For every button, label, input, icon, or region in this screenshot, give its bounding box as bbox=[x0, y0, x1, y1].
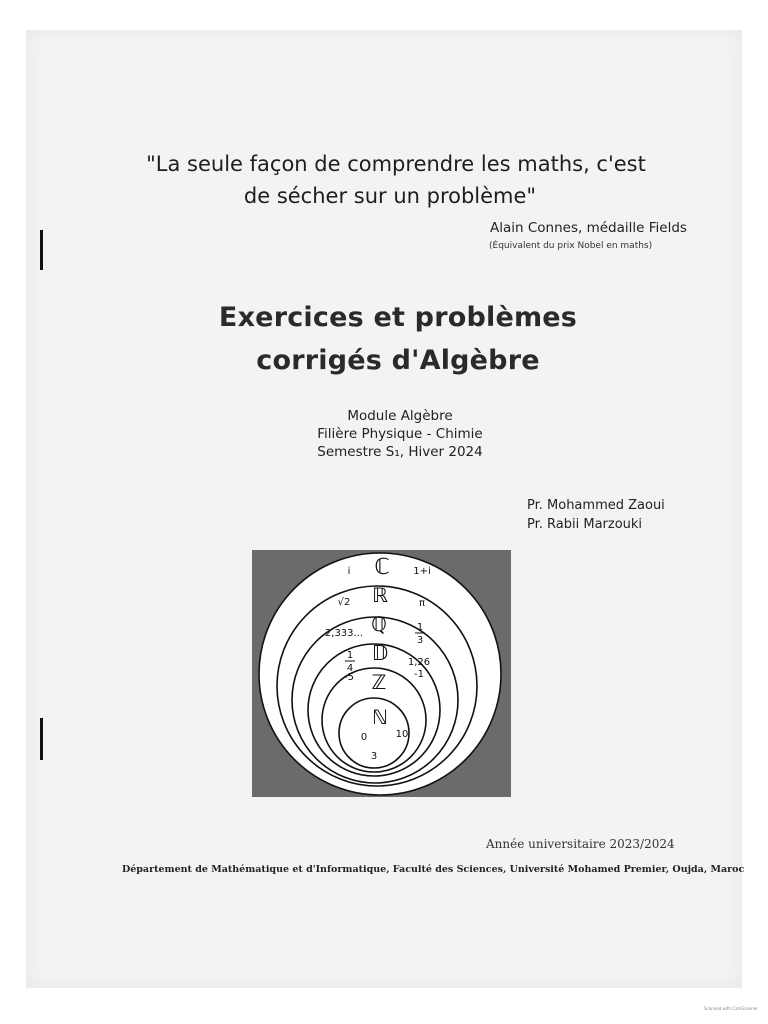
example-n-2: 10 bbox=[395, 729, 409, 740]
scanner-watermark: Scanned with CamScanner bbox=[704, 1006, 758, 1011]
svg-text:4: 4 bbox=[346, 663, 354, 674]
set-label-r: ℝ bbox=[372, 583, 388, 607]
set-label-z: ℤ bbox=[371, 670, 387, 694]
author-2: Pr. Rabii Marzouki bbox=[527, 517, 643, 532]
module-semester: Semestre S₁, Hiver 2024 bbox=[317, 444, 483, 460]
example-z-2: -1 bbox=[414, 669, 424, 680]
set-label-n: ℕ bbox=[371, 705, 389, 729]
number-sets-diagram bbox=[252, 550, 511, 797]
department-line: Département de Mathématique et d'Informatique, Faculté des Sciences, Université Mohamed Premier, Oujda, Maroc bbox=[122, 864, 745, 875]
binding-mark-bottom bbox=[40, 718, 43, 760]
quote-attribution: Alain Connes, médaille Fields bbox=[490, 220, 687, 236]
svg-text:1: 1 bbox=[346, 650, 354, 661]
example-q-1: 2,333... bbox=[324, 628, 364, 639]
example-z-1: -5 bbox=[344, 672, 354, 683]
academic-year: Année universitaire 2023/2024 bbox=[486, 837, 675, 851]
svg-text:3: 3 bbox=[416, 635, 424, 646]
example-n-3: 3 bbox=[370, 751, 378, 762]
quote-line-2: de sécher sur un problème" bbox=[243, 184, 537, 208]
svg-text:1: 1 bbox=[416, 622, 424, 633]
example-n-1: 0 bbox=[360, 732, 368, 743]
example-c-1: i bbox=[347, 566, 351, 577]
author-1: Pr. Mohammed Zaoui bbox=[527, 498, 665, 513]
set-label-q: ℚ bbox=[371, 612, 387, 636]
binding-mark-top bbox=[40, 230, 43, 270]
title-line-2: corrigés d'Algèbre bbox=[256, 345, 540, 376]
example-r-2: π bbox=[418, 598, 426, 609]
module-program: Filière Physique - Chimie bbox=[317, 426, 483, 442]
attribution-note: (Équivalent du prix Nobel en maths) bbox=[489, 241, 653, 251]
example-d-2: 1,26 bbox=[407, 657, 431, 668]
quote-line-1: "La seule façon de comprendre les maths, c'est bbox=[146, 152, 646, 176]
module-name: Module Algèbre bbox=[347, 408, 453, 424]
title-line-1: Exercices et problèmes bbox=[218, 302, 578, 333]
example-r-1: √2 bbox=[337, 597, 351, 608]
set-label-d: 𝔻 bbox=[371, 641, 389, 665]
example-c-2: 1+i bbox=[413, 566, 431, 577]
set-label-c: ℂ bbox=[374, 555, 390, 580]
